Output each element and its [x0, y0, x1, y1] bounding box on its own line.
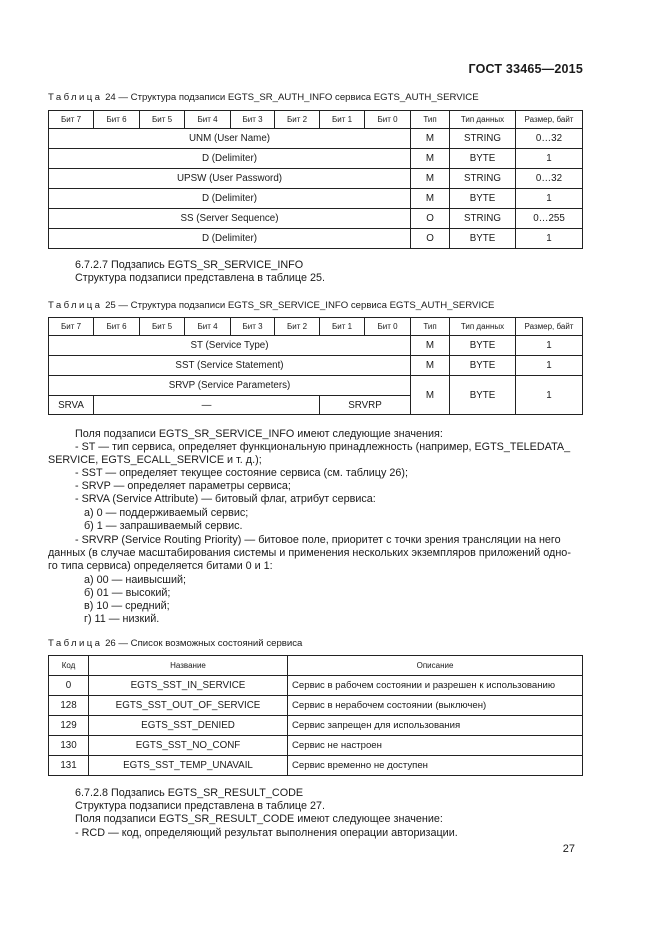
table-row	[49, 209, 583, 229]
header-cell: Бит 5	[140, 318, 185, 336]
header-cell: Бит 4	[185, 318, 231, 336]
table-row	[49, 229, 583, 249]
data-type-cell: STRING	[450, 209, 516, 229]
text-line: - SST — определяет текущее состояние сервиса (см. таблицу 26);	[75, 467, 408, 479]
table-26-caption	[48, 638, 302, 649]
header-cell: Бит 1	[320, 111, 365, 129]
srvrp-cell: SRVRP	[320, 396, 411, 415]
table-25	[48, 317, 583, 415]
table-label: Таблица	[48, 300, 103, 311]
name-cell: EGTS_SST_DENIED	[89, 716, 288, 736]
data-type-cell: BYTE	[450, 229, 516, 249]
size-cell: 1	[516, 356, 583, 376]
header-cell: Описание	[288, 656, 583, 676]
size-cell: 1	[516, 189, 583, 209]
header-cell: Бит 3	[231, 318, 275, 336]
text-line: - SRVA (Service Attribute) — битовый флаг, атрибут сервиса:	[75, 493, 376, 505]
fields-intro: Поля подзаписи EGTS_SR_SERVICE_INFO имеют следующие значения:	[75, 428, 443, 440]
header-cell: Бит 1	[320, 318, 365, 336]
data-type-cell: BYTE	[450, 149, 516, 169]
header-cell: Размер, байт	[516, 111, 583, 129]
text-line: г) 11 — низкий.	[84, 613, 160, 625]
data-type-cell: BYTE	[450, 356, 516, 376]
header-cell: Бит 4	[185, 111, 231, 129]
table-row	[49, 756, 583, 776]
header-cell: Название	[89, 656, 288, 676]
field-cell: SST (Service Statement)	[49, 356, 411, 376]
table-25-caption-text: 25 — Структура подзаписи EGTS_SR_SERVICE_INFO сервиса EGTS_AUTH_SERVICE	[102, 300, 495, 311]
table-header-row	[49, 111, 583, 129]
table-24	[48, 110, 583, 249]
header-cell: Бит 5	[140, 111, 185, 129]
field-cell: UPSW (User Password)	[49, 169, 411, 189]
description-cell: Сервис не настроен	[288, 736, 583, 756]
page-number: 27	[562, 843, 575, 855]
table-24-caption	[48, 92, 479, 103]
size-cell: 1	[516, 336, 583, 356]
size-cell: 1	[516, 149, 583, 169]
type-cell: M	[411, 129, 450, 149]
header-cell: Бит 7	[49, 318, 94, 336]
name-cell: EGTS_SST_TEMP_UNAVAIL	[89, 756, 288, 776]
data-type-cell: BYTE	[450, 189, 516, 209]
table-row	[49, 716, 583, 736]
table-row	[49, 336, 583, 356]
name-cell: EGTS_SST_IN_SERVICE	[89, 676, 288, 696]
size-cell: 0…32	[516, 169, 583, 189]
table-25-caption	[48, 300, 494, 311]
text-line: в) 10 — средний;	[84, 600, 170, 612]
type-cell: M	[411, 189, 450, 209]
table-row	[49, 736, 583, 756]
table-row	[49, 149, 583, 169]
header-cell: Бит 6	[94, 318, 140, 336]
header-cell: Бит 3	[231, 111, 275, 129]
name-cell: EGTS_SST_NO_CONF	[89, 736, 288, 756]
table-26-caption-text: 26 — Список возможных состояний сервиса	[102, 638, 303, 649]
table-label: Таблица	[48, 638, 103, 649]
table-label: Таблица	[48, 92, 103, 103]
text-line: - SRVRP (Service Routing Priority) — битовое поле, приоритет с точки зрения трансляции на него	[75, 534, 561, 546]
table-row	[49, 376, 583, 396]
table-row	[49, 356, 583, 376]
type-cell: M	[411, 336, 450, 356]
size-cell: 1	[516, 376, 583, 415]
type-cell: M	[411, 356, 450, 376]
description-cell: Сервис в нерабочем состоянии (выключен)	[288, 696, 583, 716]
text-line: го типа сервиса) определяется битами 0 и 1:	[48, 560, 273, 572]
header-cell: Код	[49, 656, 89, 676]
description-cell: Сервис запрещен для использования	[288, 716, 583, 736]
field-cell: D (Delimiter)	[49, 229, 411, 249]
size-cell: 0…255	[516, 209, 583, 229]
table-row	[49, 169, 583, 189]
text-line: - ST — тип сервиса, определяет функциональную принадлежность (например, EGTS_TELEDATA_	[75, 441, 571, 453]
text-line: а) 00 — наивысший;	[84, 574, 187, 586]
type-cell: M	[411, 376, 450, 415]
header-cell: Тип данных	[450, 318, 516, 336]
section-intro-6727: Структура подзаписи представлена в таблице 25.	[75, 272, 325, 284]
header-cell: Тип	[411, 111, 450, 129]
table-24-caption-text: 24 — Структура подзаписи EGTS_SR_AUTH_INFO сервиса EGTS_AUTH_SERVICE	[102, 92, 479, 103]
text-line: данных (в случае масштабирования системы и применения нескольких экземпляров приложений одно-	[48, 547, 571, 559]
field-cell: D (Delimiter)	[49, 189, 411, 209]
section-heading-6727: 6.7.2.7 Подзапись EGTS_SR_SERVICE_INFO	[75, 259, 304, 271]
text-line: SERVICE, EGTS_ECALL_SERVICE и т. д.);	[48, 454, 262, 466]
data-type-cell: BYTE	[450, 336, 516, 356]
section-heading-6728: 6.7.2.8 Подзапись EGTS_SR_RESULT_CODE	[75, 787, 304, 799]
text-line: б) 1 — запрашиваемый сервис.	[84, 520, 243, 532]
code-cell: 128	[49, 696, 89, 716]
text-line: Структура подзаписи представлена в таблице 27.	[75, 800, 325, 812]
table-row	[49, 676, 583, 696]
text-line: - RCD — код, определяющий результат выполнения операции авторизации.	[75, 827, 458, 839]
reserved-cell: —	[94, 396, 320, 415]
standard-header: ГОСТ 33465—2015	[468, 62, 583, 76]
table-26	[48, 655, 583, 776]
header-cell: Тип данных	[450, 111, 516, 129]
text-line: Поля подзаписи EGTS_SR_RESULT_CODE имеют следующее значение:	[75, 813, 443, 825]
description-cell: Сервис в рабочем состоянии и разрешен к использованию	[288, 676, 583, 696]
text-line: б) 01 — высокий;	[84, 587, 171, 599]
code-cell: 0	[49, 676, 89, 696]
header-cell: Бит 2	[275, 318, 320, 336]
srva-cell: SRVA	[49, 396, 94, 415]
data-type-cell: STRING	[450, 169, 516, 189]
size-cell: 0…32	[516, 129, 583, 149]
field-cell: UNM (User Name)	[49, 129, 411, 149]
size-cell: 1	[516, 229, 583, 249]
text-line: - SRVP — определяет параметры сервиса;	[75, 480, 291, 492]
header-cell: Размер, байт	[516, 318, 583, 336]
text-line: а) 0 — поддерживаемый сервис;	[84, 507, 249, 519]
header-cell: Бит 0	[365, 318, 411, 336]
table-row	[49, 189, 583, 209]
field-cell: SS (Server Sequence)	[49, 209, 411, 229]
table-row	[49, 696, 583, 716]
table-header-row	[49, 656, 583, 676]
type-cell: M	[411, 169, 450, 189]
table-row	[49, 129, 583, 149]
type-cell: O	[411, 229, 450, 249]
header-cell: Тип	[411, 318, 450, 336]
field-cell: ST (Service Type)	[49, 336, 411, 356]
table-header-row	[49, 318, 583, 336]
field-cell: D (Delimiter)	[49, 149, 411, 169]
header-cell: Бит 6	[94, 111, 140, 129]
code-cell: 130	[49, 736, 89, 756]
header-cell: Бит 2	[275, 111, 320, 129]
srvp-field-cell: SRVP (Service Parameters)	[49, 376, 411, 396]
data-type-cell: BYTE	[450, 376, 516, 415]
header-cell: Бит 0	[365, 111, 411, 129]
code-cell: 129	[49, 716, 89, 736]
code-cell: 131	[49, 756, 89, 776]
name-cell: EGTS_SST_OUT_OF_SERVICE	[89, 696, 288, 716]
type-cell: O	[411, 209, 450, 229]
header-cell: Бит 7	[49, 111, 94, 129]
description-cell: Сервис временно не доступен	[288, 756, 583, 776]
data-type-cell: STRING	[450, 129, 516, 149]
type-cell: M	[411, 149, 450, 169]
